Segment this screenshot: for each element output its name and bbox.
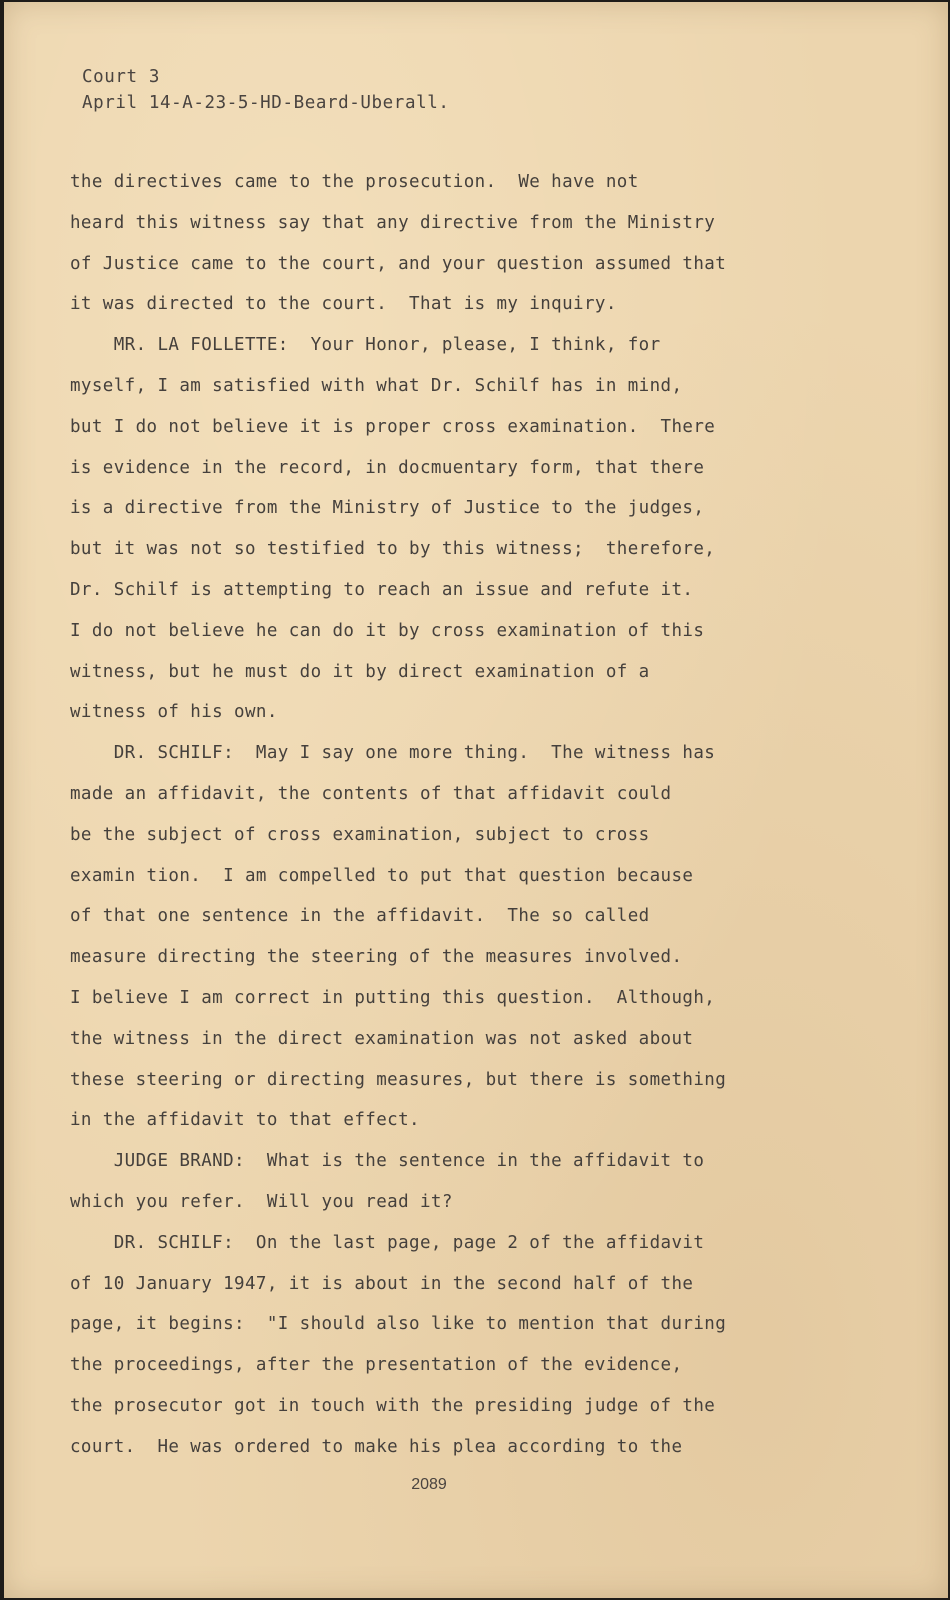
document-page <box>4 2 948 1598</box>
court-label: Court 3 <box>82 67 160 87</box>
text-line: is evidence in the record, in docmuentary form, that there <box>70 457 705 478</box>
page-header <box>82 64 449 116</box>
text-line: the prosecutor got in touch with the presiding judge of the <box>70 1395 716 1416</box>
page-number: 2089 <box>411 1476 447 1493</box>
text-line: the directives came to the prosecution. We have not <box>70 172 639 192</box>
text-line: Dr. Schilf is attempting to reach an issue and refute it. <box>70 579 694 600</box>
text-line: myself, I am satisfied with what Dr. Schilf has in mind, <box>70 375 683 396</box>
text-line: but I do not believe it is proper cross examination. There <box>70 416 716 437</box>
text-line: I believe I am correct in putting this question. Although, <box>70 987 716 1008</box>
text-line: it was directed to the court. That is my inquiry. <box>70 294 617 315</box>
text-line: of 10 January 1947, it is about in the second half of the <box>70 1273 694 1294</box>
text-line: page, it begins: "I should also like to mention that during <box>70 1314 727 1335</box>
text-line: the witness in the direct examination was not asked about <box>70 1028 694 1049</box>
text-line: the proceedings, after the presentation of the evidence, <box>70 1355 683 1376</box>
text-line: DR. SCHILF: On the last page, page 2 of the affidavit <box>70 1232 705 1253</box>
text-line: which you refer. Will you read it? <box>70 1191 453 1212</box>
text-line: of Justice came to the court, and your question assumed that <box>70 253 727 274</box>
text-line: examin tion. I am compelled to put that question because <box>70 865 694 886</box>
text-line: I do not believe he can do it by cross examination of this <box>70 620 705 641</box>
text-line: but it was not so testified to by this witness; therefore, <box>70 539 716 560</box>
text-line: these steering or directing measures, but there is something <box>70 1069 727 1090</box>
text-line: be the subject of cross examination, subject to cross <box>70 824 650 845</box>
text-line: of that one sentence in the affidavit. The so called <box>70 906 650 927</box>
text-line: made an affidavit, the contents of that affidavit could <box>70 783 672 804</box>
text-line: witness of his own. <box>70 702 278 723</box>
document-reference: April 14-A-23-5-HD-Beard-Uberall. <box>82 93 450 113</box>
transcript-body <box>70 162 830 1468</box>
text-line: JUDGE BRAND: What is the sentence in the affidavit to <box>70 1151 705 1172</box>
text-line: in the affidavit to that effect. <box>70 1110 420 1131</box>
text-line: heard this witness say that any directive from the Ministry <box>70 212 716 233</box>
text-line: is a directive from the Ministry of Justice to the judges, <box>70 498 705 519</box>
text-line: DR. SCHILF: May I say one more thing. The witness has <box>70 743 716 764</box>
text-line: witness, but he must do it by direct examination of a <box>70 661 650 682</box>
text-line: court. He was ordered to make his plea according to the <box>70 1436 683 1457</box>
text-line: measure directing the steering of the measures involved. <box>70 947 683 968</box>
text-line: MR. LA FOLLETTE: Your Honor, please, I think, for <box>70 335 661 356</box>
